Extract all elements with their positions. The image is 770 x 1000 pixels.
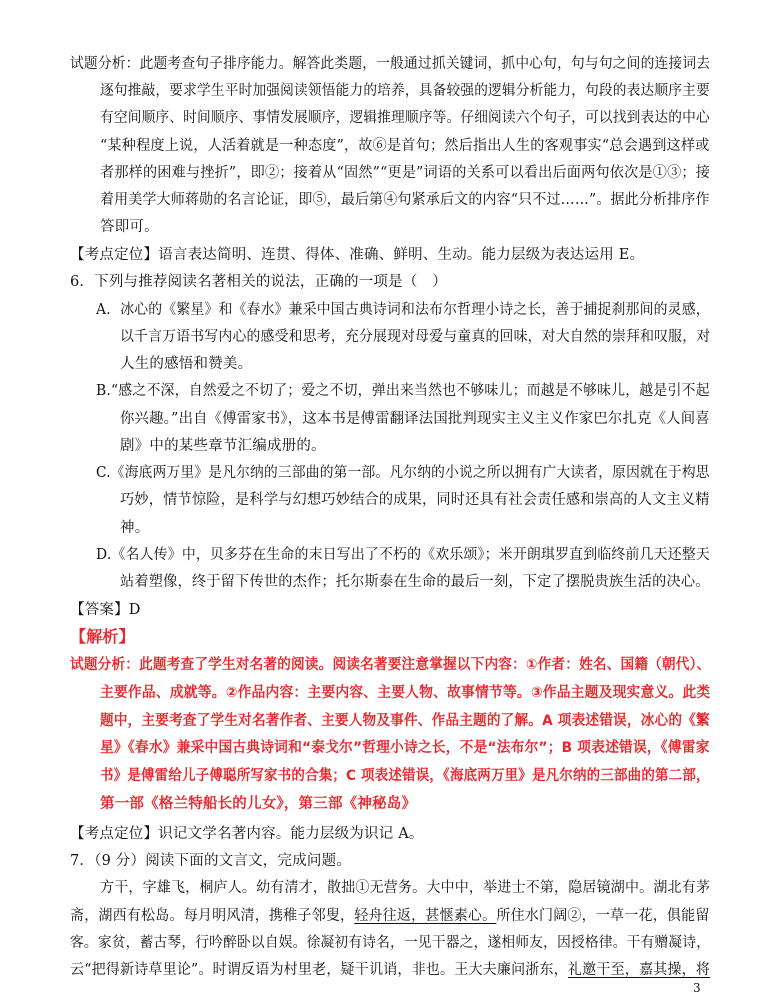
option-b-line: B.“感之不深，自然爱之不切了；爱之不切，弹出来当然也不够味儿；而越是不够味儿，越是引不起 — [96, 383, 710, 399]
analysis-line: 答即可。 — [100, 219, 159, 235]
kaodian-line: 【考点定位】语言表达简明、连贯、得体、准确、鲜明、生动。能力层级为表达运用 E。 — [70, 247, 645, 263]
jiexi-line: 试题分析：此题考查了学生对名著的阅读。阅读名著要注意掌握以下内容：①作者：姓名、国籍（朝代）、 — [70, 657, 711, 673]
underlined-phrase: 礼邀干至，嘉其操，将 — [567, 962, 711, 978]
kaodian-line: 【考点定位】识记文学名著内容。能力层级为识记 A。 — [70, 826, 424, 842]
analysis-line: 逐句推敲，要求学生平时加强阅读领悟能力的培养，具备较强的逻辑分析能力，句段的表达顺序主要 — [100, 83, 710, 99]
answer-line: 【答案】D — [70, 602, 141, 618]
option-a-line: A．冰心的《繁星》和《春水》兼采中国古典诗词和法布尔哲理小诗之长，善于捕捉刹那间的灵感， — [96, 302, 710, 318]
option-a-line: 以千言万语书写内心的感受和思考，充分展现对母爱与童真的回味，对大自然的崇拜和叹服，对 — [120, 329, 711, 345]
analysis-line: 着用美学大师蒋勋的名言论证，即⑤，最后第④句紧承后文的内容“只不过……”。据此分析排序作 — [100, 192, 710, 208]
analysis-line: 试题分析：此题考查句子排序能力。解答此类题，一般通过抓关键词，抓中心句，句与句之间的连接词去 — [70, 56, 711, 72]
jiexi-line: 主要作品、成就等。②作品内容：主要内容、主要人物、故事情节等。③作品主题及现实意义。此类 — [100, 685, 711, 701]
jiexi-line: 题中，主要考查了学生对名著作者、主要人物及事件、作品主题的了解。A 项表述错误，冰心的《繁 — [100, 713, 710, 729]
analysis-line: 者那样的困难与挫折”，即②；接着从“固然”“更是”词语的关系可以看出后面两句依次是①③；接 — [100, 165, 711, 181]
passage-line — [70, 960, 710, 980]
jiexi-line: 书》是傅雷给儿子傅聪所写家书的合集；C 项表述错误，《海底两万里》是凡尔纳的三部曲的第二部， — [100, 768, 710, 784]
analysis-line: 有空间顺序、时间顺序、事情发展顺序，逻辑推理顺序等。仔细阅读六个句子，可以找到表达的中心 — [100, 110, 710, 126]
underlined-phrase: 轻舟往返，甚惬素心。 — [354, 908, 497, 924]
passage-text: 所住水门阔②，一草一花，俱能留 — [496, 908, 710, 924]
passage-text: 斋，湖西有松岛。每月明风清，携稚子邻叟， — [70, 908, 355, 924]
question-stem: 6．下列与推荐阅读名著相关的说法，正确的一项是（ ） — [70, 274, 447, 290]
passage-line: 客。家贫，蓄古琴，行吟醉卧以自娱。徐凝初有诗名，一见干器之，遂相师友，因授格律。干有赠凝诗， — [70, 935, 711, 951]
option-c-line: 巧妙，情节惊险，是科学与幻想巧妙结合的成果，同时还具有社会责任感和崇高的人文主义精 — [120, 492, 710, 508]
option-d-line: 站着塑像，终于留下传世的杰作；托尔斯泰在生命的最后一刻，下定了摆脱贵族生活的决心。 — [120, 574, 710, 590]
option-a-line: 人生的感悟和赞美。 — [120, 356, 253, 372]
page-number: 3 — [693, 981, 701, 995]
jiexi-line: 星》《春水》兼采中国古典诗词和“泰戈尔”哲理小诗之长，不是“法布尔”；B 项表述错误，《傅雷家 — [100, 740, 710, 756]
passage-line — [70, 906, 710, 926]
analysis-line: “某种程度上说，人活着就是一种态度”，故⑥是首句；然后指出人生的客观事实“总会遇到这样或 — [100, 138, 710, 154]
passage-text: 云“把得新诗草里论”。时谓反语为村里老，疑干讥诮，非也。王大夫廉问浙东， — [70, 962, 568, 978]
option-b-line: 你兴趣。”出自《傅雷家书》，这本书是傅雷翻译法国批判现实主义主义作家巴尔扎克《人间喜 — [120, 411, 710, 427]
option-c-line: C.《海底两万里》是凡尔纳的三部曲的第一部。凡尔纳的小说之所以拥有广大读者，原因就在于构思 — [96, 465, 710, 481]
passage-line: 方干，字雄飞，桐庐人。幼有清才，散拙①无营务。大中中，举进士不第，隐居镜湖中。湖北有茅 — [100, 880, 711, 896]
question-stem: 7．（9 分）阅读下面的文言文，完成问题。 — [70, 853, 352, 869]
option-d-line: D.《名人传》中，贝多芬在生命的末日写出了不朽的《欢乐颂》；米开朗琪罗直到临终前几天还整天 — [96, 547, 710, 563]
option-b-line: 剧》中的某些章节汇编成册的。 — [120, 438, 326, 454]
jiexi-title: 【解析】 — [70, 627, 135, 646]
jiexi-line: 第一部《格兰特船长的儿女》，第三部《神秘岛》 — [100, 796, 417, 812]
option-c-line: 神。 — [120, 520, 150, 536]
